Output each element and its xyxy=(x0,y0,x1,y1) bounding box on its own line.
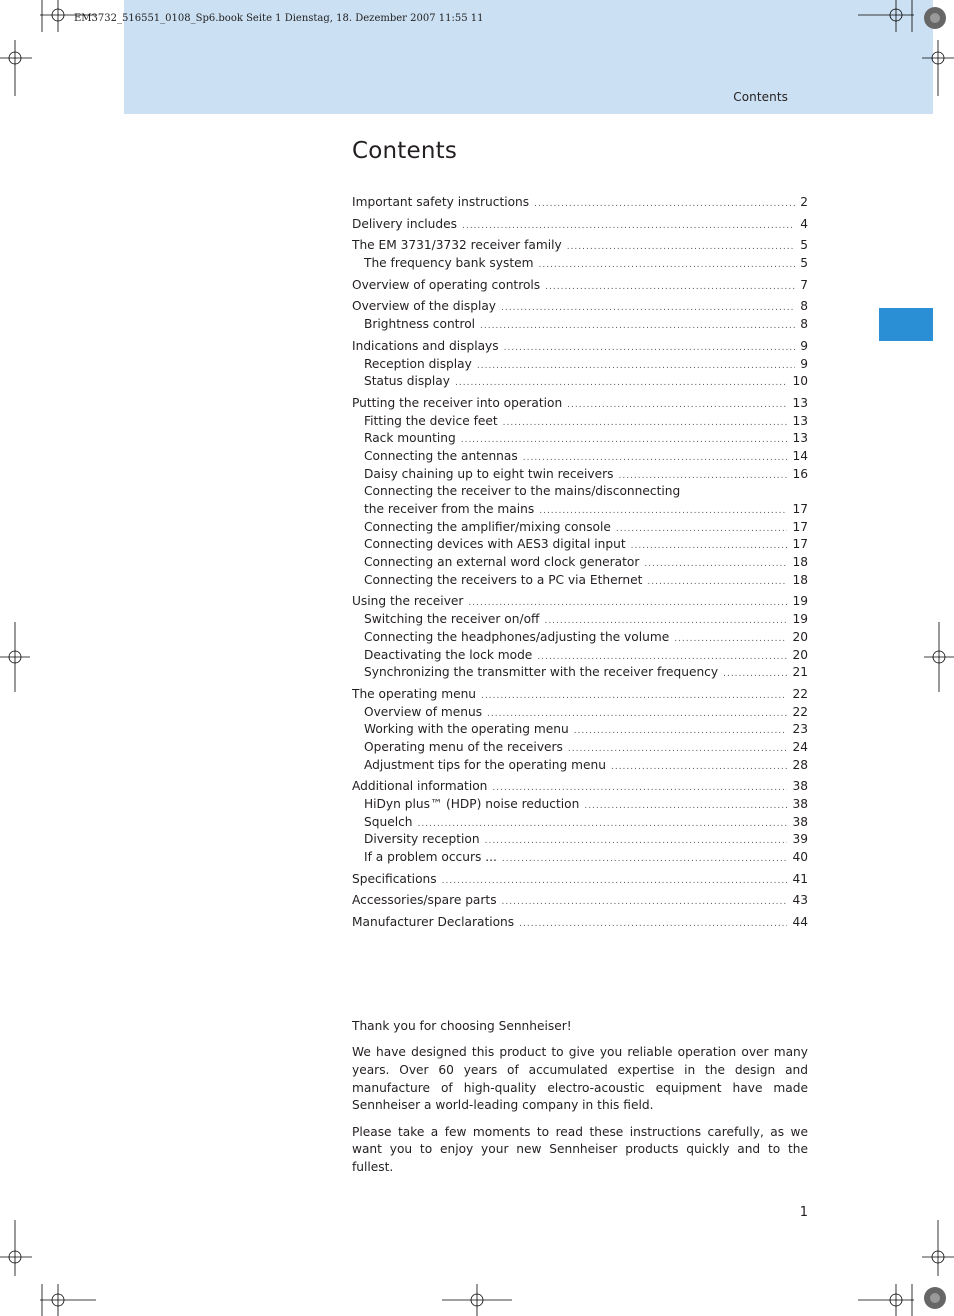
toc-entry-label: Squelch xyxy=(364,814,413,829)
toc-page-number: 44 xyxy=(792,915,808,930)
toc-entry-label: Putting the receiver into operation xyxy=(352,395,563,410)
toc-page-number: 23 xyxy=(792,722,808,737)
toc-entry-label: Delivery includes xyxy=(352,216,457,231)
toc-page-number: 7 xyxy=(800,277,808,292)
toc-page-number: 16 xyxy=(792,466,808,481)
toc-page-number: 19 xyxy=(792,612,808,627)
toc-page-number: 8 xyxy=(800,299,808,314)
toc-page-number: 4 xyxy=(800,216,808,231)
toc-entry-label: Connecting the receiver to the mains/disconnecting xyxy=(364,484,681,499)
toc-entry-label: Connecting an external word clock generator xyxy=(364,555,640,570)
page-title: Contents xyxy=(352,138,458,164)
toc-entry-label: Reception display xyxy=(364,356,472,371)
toc-page-number: 13 xyxy=(792,413,808,428)
print-info: EM3732_516551_0108_Sp6.book Seite 1 Dienstag, 18. Dezember 2007 11:55 11 xyxy=(74,13,484,24)
toc-page-number: 17 xyxy=(792,519,808,534)
toc-page-number: 2 xyxy=(800,195,808,209)
toc-entry-label: Manufacturer Declarations xyxy=(352,915,515,930)
toc-entry-label: The operating menu xyxy=(352,686,477,701)
toc-entry-label: If a problem occurs ... xyxy=(364,850,497,865)
toc-entry-label: Specifications xyxy=(352,871,437,886)
toc-entry-label: Synchronizing the transmitter with the receiver frequency xyxy=(364,665,719,680)
toc-page-number: 5 xyxy=(800,256,808,271)
toc-page-number: 10 xyxy=(792,374,808,389)
toc-page-number: 19 xyxy=(792,594,808,609)
toc-entry-label: Deactivating the lock mode xyxy=(364,647,533,662)
toc-entry-label: Fitting the device feet xyxy=(364,413,498,428)
toc-page-number: 5 xyxy=(800,238,808,253)
intro-paragraph: We have designed this product to give you reliable operation over many years. Over 60 years of accumulated expertise in the design and manufacture of high-quality electro-acoustic equipment have made Sennheiser a world-leading company in this field. xyxy=(352,1045,808,1113)
toc-entry-label: Working with the operating menu xyxy=(364,722,569,737)
toc-page-number: 43 xyxy=(792,893,808,908)
toc-page-number: 9 xyxy=(800,338,808,353)
toc-page-number: 17 xyxy=(792,537,808,552)
toc-entry-label: Connecting the amplifier/mixing console xyxy=(364,519,611,534)
running-header-label: Contents xyxy=(733,90,788,104)
toc-page-number: 17 xyxy=(792,502,808,516)
toc-page-number: 22 xyxy=(792,704,808,719)
toc-entry-label: Indications and displays xyxy=(352,338,499,353)
toc-page-number: 20 xyxy=(792,647,808,662)
toc-entry-label: Overview of operating controls xyxy=(352,277,541,292)
toc-page-number: 38 xyxy=(792,814,808,829)
page-number: 1 xyxy=(799,1205,808,1220)
toc-entry-label: Switching the receiver on/off xyxy=(364,612,540,627)
toc-entry-label: Important safety instructions xyxy=(352,195,530,209)
toc-entry-label: Status display xyxy=(364,374,450,389)
toc-page-number: 18 xyxy=(792,555,808,570)
toc-page-number: 21 xyxy=(792,665,808,680)
toc-entry-label: Connecting the receivers to a PC via Ethernet xyxy=(364,572,643,587)
toc-entry-label: The frequency bank system xyxy=(364,256,534,271)
toc-page-number: 13 xyxy=(792,431,808,446)
toc-page-number: 38 xyxy=(792,779,808,794)
toc-entry-label: Rack mounting xyxy=(364,431,456,446)
toc-page-number: 22 xyxy=(792,686,808,701)
toc-page-number: 14 xyxy=(792,448,808,463)
toc-page-number: 20 xyxy=(792,629,808,644)
toc-entry-label: Adjustment tips for the operating menu xyxy=(364,757,606,772)
toc-entry-label: Diversity reception xyxy=(364,832,480,847)
toc-entry-label: Using the receiver xyxy=(352,594,464,609)
toc-entry-label: Operating menu of the receivers xyxy=(364,739,563,754)
toc-page-number: 40 xyxy=(792,850,808,865)
toc-entry-label: The EM 3731/3732 receiver family xyxy=(352,238,562,253)
toc-page-number: 18 xyxy=(792,572,808,587)
toc-entry-label: Connecting devices with AES3 digital input xyxy=(364,537,626,552)
intro-paragraph: Please take a few moments to read these instructions carefully, as we want you to enjoy your new Sennheiser products quickly and to the fullest. xyxy=(352,1124,808,1174)
toc-page-number: 41 xyxy=(792,871,808,886)
toc-entry-label: Connecting the headphones/adjusting the volume xyxy=(364,629,670,644)
toc-entry-label: the receiver from the mains xyxy=(364,502,535,516)
toc-page-number: 8 xyxy=(800,317,808,332)
toc-page-number: 38 xyxy=(792,797,808,811)
toc-entry-label: HiDyn plus™ (HDP) noise reduction xyxy=(364,797,580,811)
toc-entry-label: Overview of menus xyxy=(364,704,483,719)
toc-entry-label: Daisy chaining up to eight twin receivers xyxy=(364,466,614,481)
toc-page-number: 39 xyxy=(792,832,808,847)
toc-entry-label: Additional information xyxy=(352,779,488,794)
toc-entry-label: Brightness control xyxy=(364,317,476,332)
intro-greeting: Thank you for choosing Sennheiser! xyxy=(352,1019,572,1033)
toc-page-number: 24 xyxy=(792,739,808,754)
toc-page-number: 28 xyxy=(792,757,808,772)
toc-page-number: 9 xyxy=(800,356,808,371)
toc-entry-label: Accessories/spare parts xyxy=(352,893,497,908)
toc-entry-label: Overview of the display xyxy=(352,299,497,314)
toc-page-number: 13 xyxy=(792,395,808,410)
toc-entry-label: Connecting the antennas xyxy=(364,448,518,463)
